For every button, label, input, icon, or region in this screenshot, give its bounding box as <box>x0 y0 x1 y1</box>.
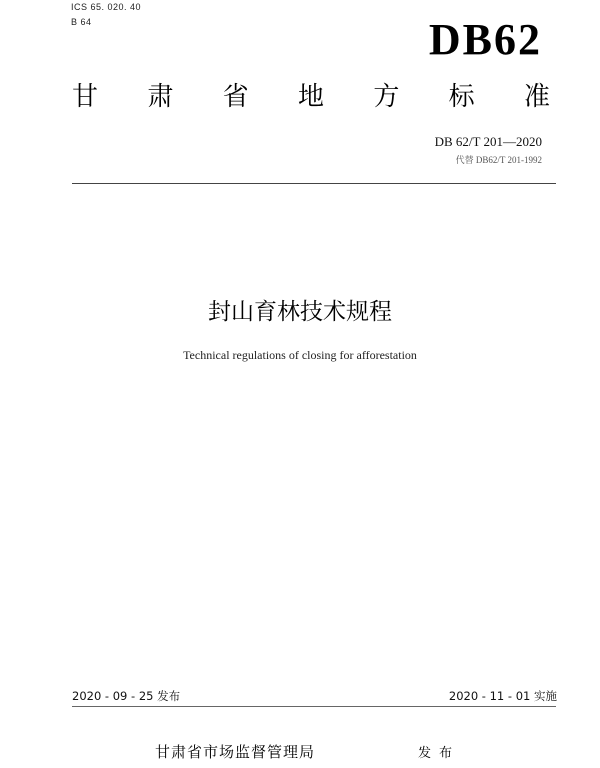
publish-label: 发布 <box>418 746 461 761</box>
standard-code-logo: DB62 <box>428 15 542 64</box>
title-char: 甘 <box>72 82 99 112</box>
document-title-en: Technical regulations of closing for afforestation <box>183 348 417 362</box>
replaces-note: 代替 DB62/T 201-1992 <box>455 155 542 165</box>
issue-date: 2020 - 09 - 25 发布 <box>72 689 181 703</box>
header-divider <box>72 183 556 184</box>
title-char: 方 <box>373 82 400 112</box>
implementation-date: 2020 - 11 - 01 实施 <box>448 689 557 703</box>
title-char: 省 <box>222 82 249 112</box>
title-char: 标 <box>448 82 475 112</box>
standard-number: DB 62/T 201—2020 <box>434 134 542 149</box>
title-char: 地 <box>297 82 324 112</box>
ics-code: ICS 65. 020. 40 <box>71 2 142 12</box>
issuing-authority: 甘肃省市场监督管理局 <box>155 743 316 761</box>
document-title-cn: 封山育林技术规程 <box>208 299 392 325</box>
standard-type-title <box>72 84 550 110</box>
title-char: 准 <box>523 82 550 112</box>
ccs-code: B 64 <box>71 17 92 27</box>
footer-divider <box>72 706 556 707</box>
title-char: 肃 <box>147 82 174 112</box>
